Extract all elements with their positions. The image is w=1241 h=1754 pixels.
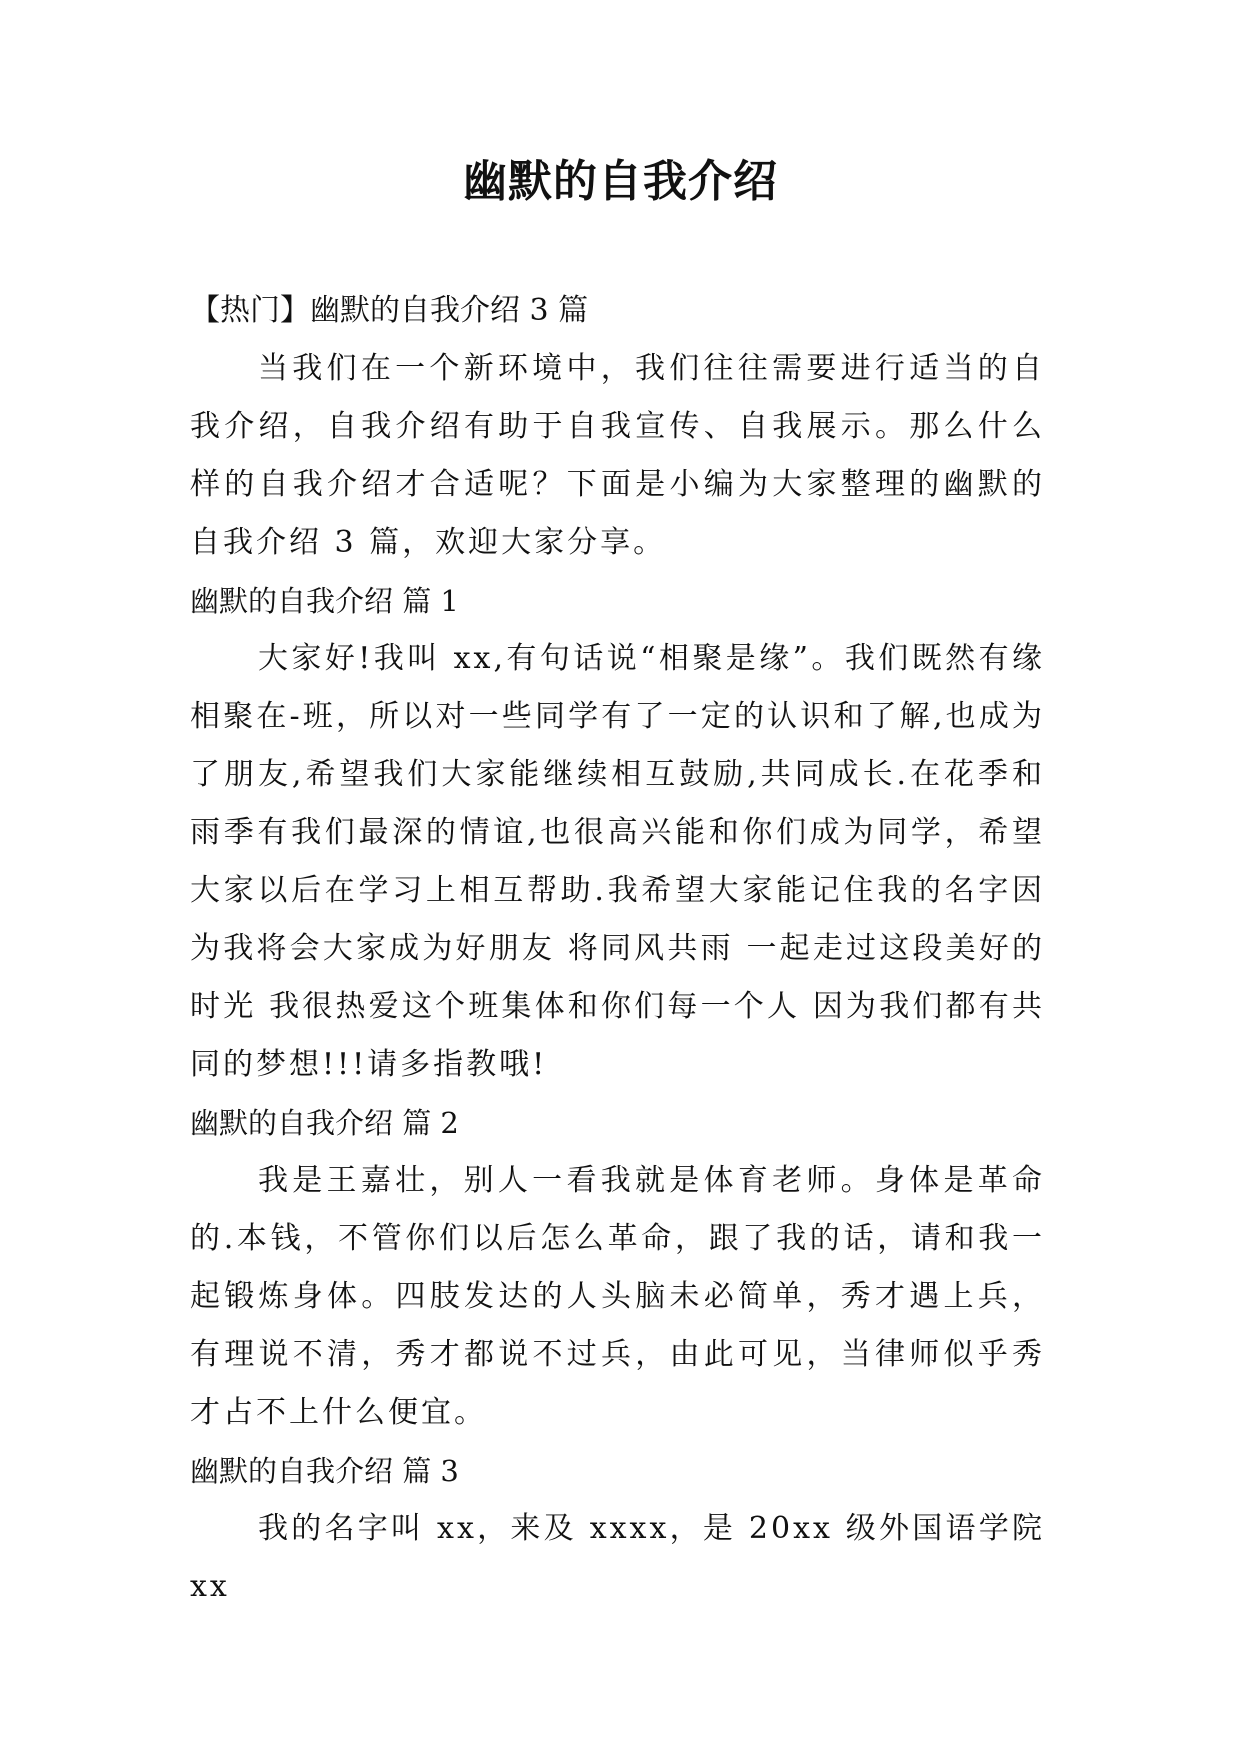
section-body-1: 大家好!我叫 xx,有句话说“相聚是缘”。我们既然有缘相聚在-班，所以对一些同学有了一定的认识和了解,也成为了朋友,希望我们大家能继续相互鼓励,共同成长.在花季和雨季有我们最深的情谊,也很高兴能和你们成为同学，希望大家以后在学习上相互帮助.我希望大家能记住我的名字因为我将会大家成为好朋友 将同风共雨 一起走过这段美好的时光 我很热爱这个班集体和你们每一个人 因为我们都有共同的梦想!!!请多指教哦!	[190, 641, 1045, 1082]
intro-paragraph: 当我们在一个新环境中，我们往往需要进行适当的自我介绍，自我介绍有助于自我宣传、自我展示。那么什么样的自我介绍才合适呢？下面是小编为大家整理的幽默的自我介绍 3 篇，欢迎大家分享。	[190, 351, 1045, 560]
document-title: 幽默的自我介绍	[463, 156, 778, 207]
section-body-2: 我是王嘉壮，别人一看我就是体育老师。身体是革命的.本钱，不管你们以后怎么革命，跟了我的话，请和我一起锻炼身体。四肢发达的人头脑未必简单，秀才遇上兵，有理说不清，秀才都说不过兵，由此可见，当律师似乎秀才占不上什么便宜。	[190, 1163, 1045, 1430]
section-heading-2: 幽默的自我介绍 篇 2	[190, 1106, 459, 1140]
document-subtitle: 【热门】幽默的自我介绍 3 篇	[190, 293, 589, 328]
section-heading-3: 幽默的自我介绍 篇 3	[190, 1454, 459, 1488]
document-body	[190, 282, 1045, 1616]
section-heading-1: 幽默的自我介绍 篇 1	[190, 584, 459, 618]
section-body-3: 我的名字叫 xx，来及 xxxx，是 20xx 级外国语学院 xx	[190, 1511, 1045, 1604]
